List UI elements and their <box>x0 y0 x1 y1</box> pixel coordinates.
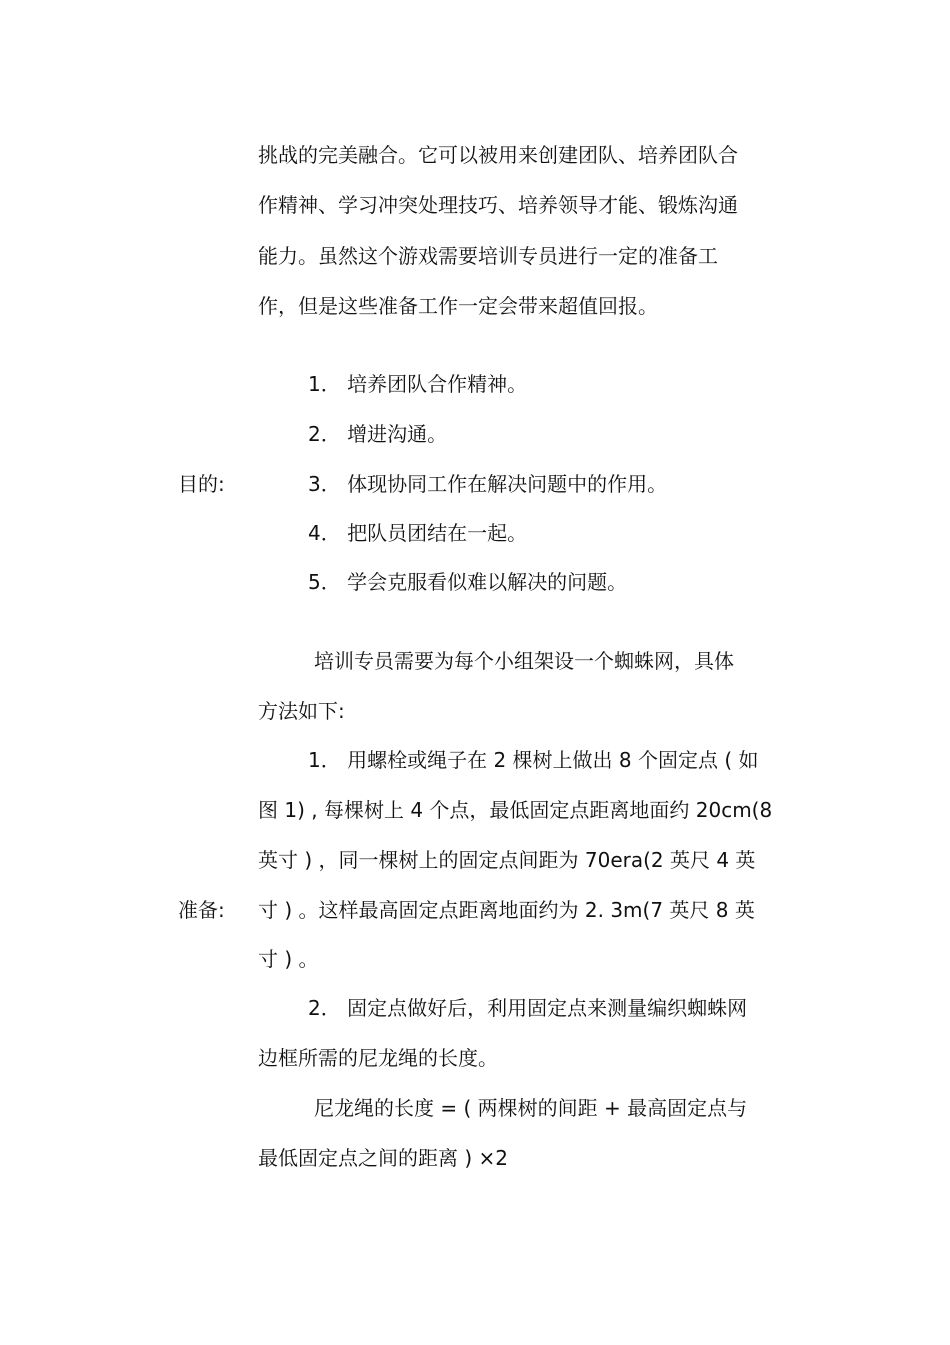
intro-line-1: 挑战的完美融合。它可以被用来创建团队、培养团队合 <box>258 143 738 167</box>
purpose-item-5: 5． 学会克服看似难以解决的问题。 <box>308 570 628 594</box>
prep-line-1: 培训专员需要为每个小组架设一个蜘蛛网，具体 <box>314 649 734 673</box>
purpose-item-3: 3． 体现协同工作在解决问题中的作用。 <box>308 472 668 496</box>
prep-line-6: 寸 ) 。这样最高固定点距离地面约为 2. 3m(7 英尺 8 英 <box>258 898 755 922</box>
intro-line-4: 作，但是这些准备工作一定会带来超值回报。 <box>258 294 658 318</box>
preparation-label: 准备: <box>178 898 225 922</box>
purpose-item-4: 4． 把队员团结在一起。 <box>308 521 528 545</box>
prep-line-4: 图 1) , 每棵树上 4 个点，最低固定点距离地面约 20cm(8 <box>258 798 773 822</box>
intro-line-2: 作精神、学习冲突处理技巧、培养领导才能、锻炼沟通 <box>258 193 738 217</box>
prep-line-10: 尼龙绳的长度 = ( 两棵树的间距 + 最高固定点与 <box>314 1096 748 1120</box>
purpose-label: 目的: <box>178 472 225 496</box>
prep-line-11: 最低固定点之间的距离 ) ×2 <box>258 1146 508 1170</box>
purpose-item-1: 1． 培养团队合作精神。 <box>308 372 528 396</box>
prep-line-9: 边框所需的尼龙绳的长度。 <box>258 1046 498 1070</box>
prep-line-7: 寸 ) 。 <box>258 947 319 971</box>
prep-line-2: 方法如下: <box>258 699 345 723</box>
prep-line-5: 英寸 ) ，同一棵树上的固定点间距为 70era(2 英尺 4 英 <box>258 848 756 872</box>
prep-line-8: 2． 固定点做好后，利用固定点来测量编织蜘蛛网 <box>308 996 748 1020</box>
purpose-item-2: 2． 增进沟通。 <box>308 422 448 446</box>
prep-line-3: 1． 用螺栓或绳子在 2 棵树上做出 8 个固定点 ( 如 <box>308 748 759 772</box>
intro-line-3: 能力。虽然这个游戏需要培训专员进行一定的准备工 <box>258 244 718 268</box>
